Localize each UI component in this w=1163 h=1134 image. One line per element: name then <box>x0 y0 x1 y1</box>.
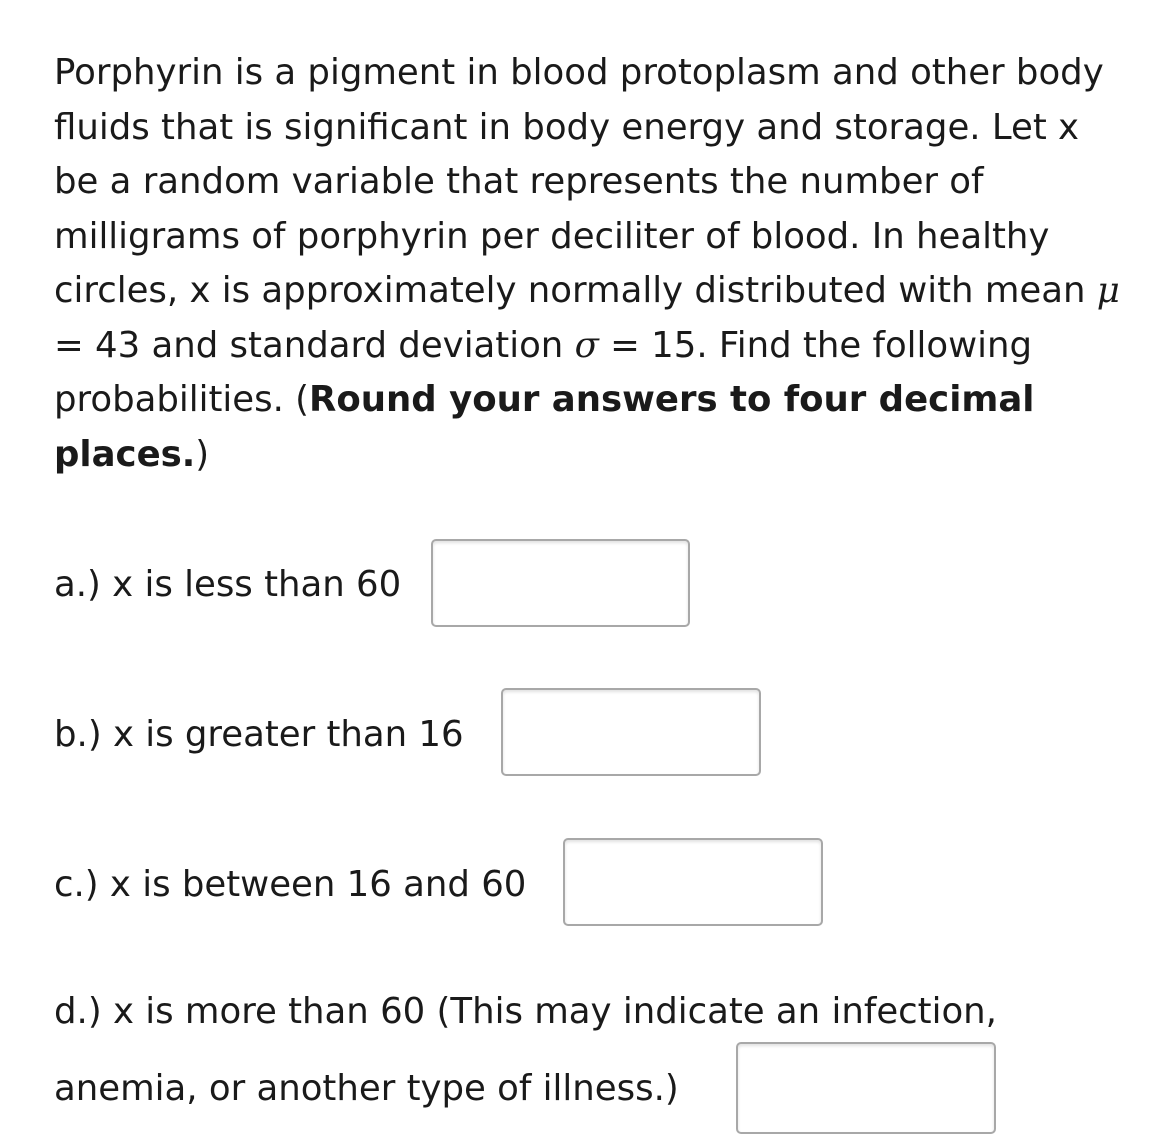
mu-symbol: μ <box>1096 270 1120 311</box>
question-d-label-line2: anemia, or another type of illness.) <box>54 1068 679 1109</box>
answer-input-a[interactable] <box>431 539 690 627</box>
question-c-label: c.) x is between 16 and 60 <box>54 864 527 905</box>
question-a-label: a.) x is less than 60 <box>54 564 402 605</box>
question-b-label: b.) x is greater than 16 <box>54 714 464 755</box>
answer-input-c[interactable] <box>563 838 823 926</box>
problem-text-4: ) <box>195 433 210 475</box>
sigma-symbol: σ <box>574 324 599 366</box>
problem-text-1: Porphyrin is a pigment in blood protoplasm and other body fluids that is significant in body energy and storage. Let x be a random variable that represents the number of milligrams of porphyrin per deciliter of blood. In healthy circles, x is approximately normally distributed with mean <box>54 52 1104 311</box>
rounding-instruction: Round your answers to four decimal places. <box>54 379 1035 475</box>
question-d-label-line1: d.) x is more than 60 (This may indicate an infection, <box>54 991 997 1032</box>
problem-text-3: = 15. Find the following probabilities. ( <box>54 324 1033 420</box>
answer-input-b[interactable] <box>501 688 761 776</box>
problem-statement <box>54 46 1124 482</box>
answer-input-d[interactable] <box>736 1042 996 1134</box>
problem-text-2: = 43 and standard deviation <box>54 324 575 366</box>
